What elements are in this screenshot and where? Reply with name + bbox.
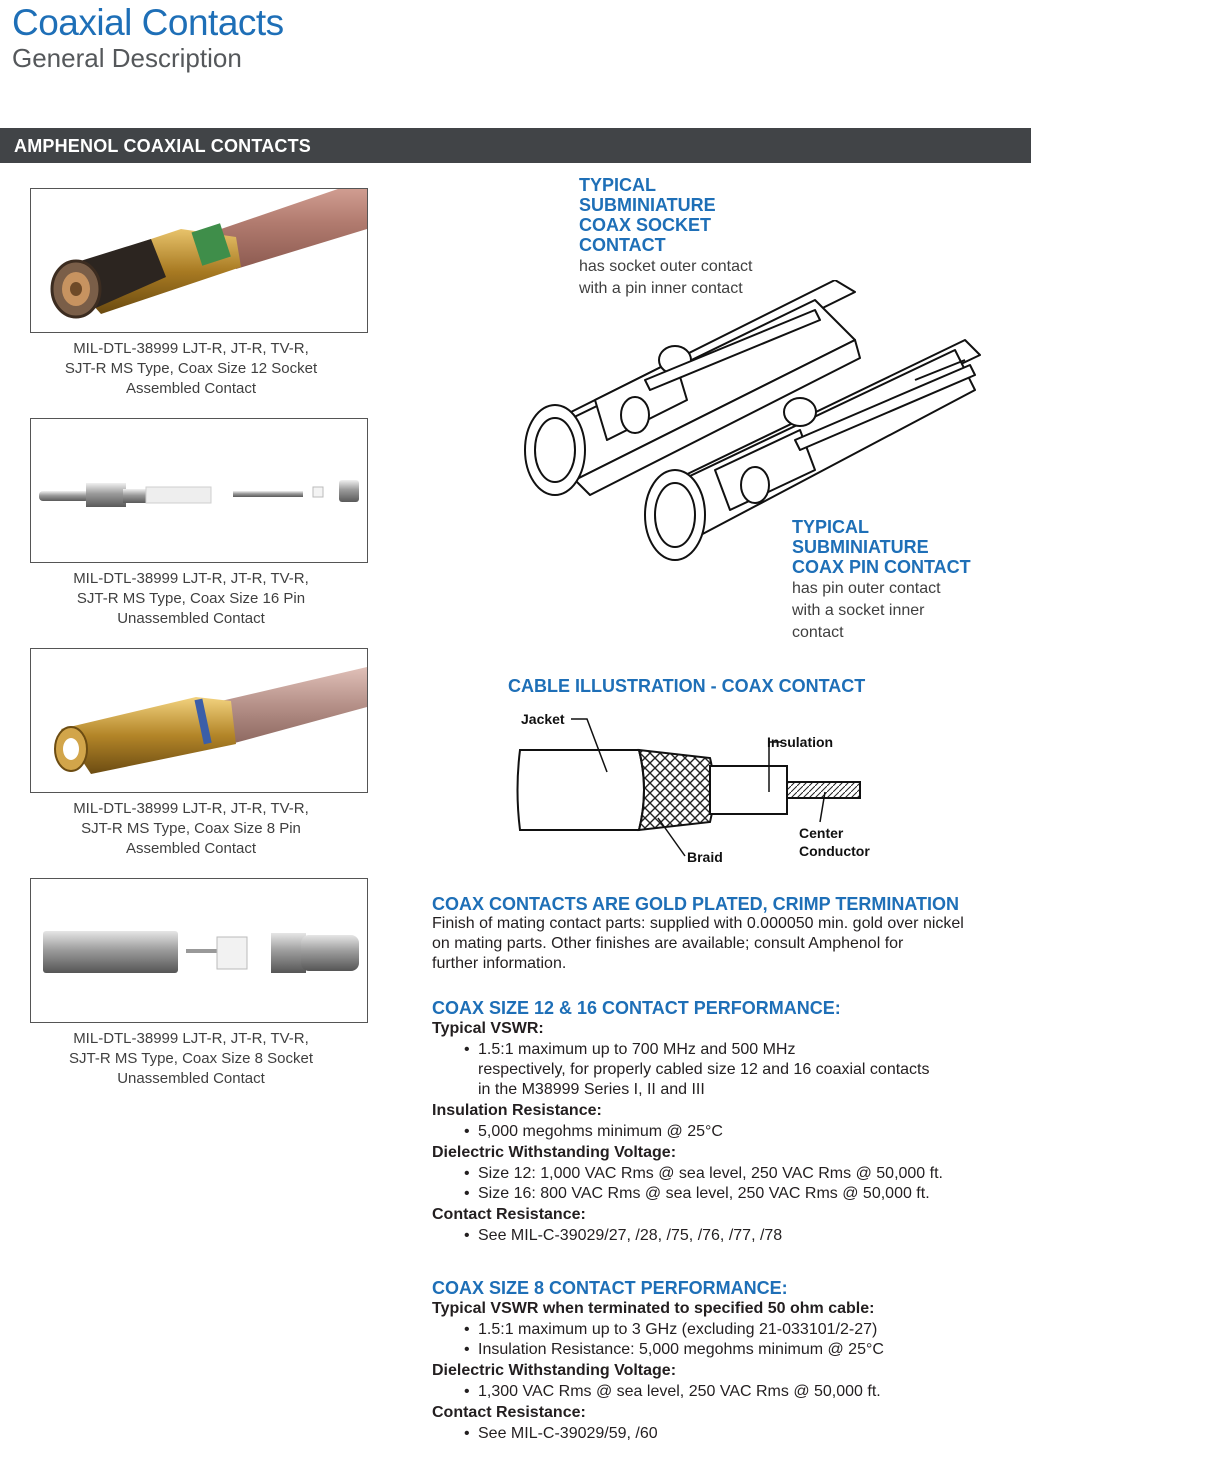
pin-title-line: TYPICAL [792,517,870,537]
bullet-text: • See MIL-C-39029/59, /60 [478,1425,658,1442]
pin-contact-callout [792,517,971,644]
socket-title-line: SUBMINIATURE [579,195,716,215]
bullet-text: • 5,000 megohms minimum @ 25°C [478,1123,723,1140]
vswr-line: respectively, for properly cabled size 12 and 16 coaxial contacts [478,1061,930,1078]
caption-line: Assembled Contact [125,840,257,857]
product-photo-2 [30,418,368,563]
socket-title-line: TYPICAL [579,175,657,195]
caption-line: SJT-R MS Type, Coax Size 12 Socket [64,360,318,377]
caption-line: Unassembled Contact [117,610,265,627]
photo-caption-3 [30,799,352,859]
pin-title-line: COAX PIN CONTACT [792,557,971,577]
socket-title-line: CONTACT [579,235,666,255]
caption-line: MIL-DTL-38999 LJT-R, JT-R, TV-R, [73,570,309,587]
caption-line: SJT-R MS Type, Coax Size 16 Pin [76,590,306,607]
gold-plated-line: on mating parts. Other finishes are available; consult Amphenol for [432,935,904,952]
cable-label-braid: Braid [687,849,723,865]
pin-title-line: SUBMINIATURE [792,537,929,557]
vswr-item [432,1340,1032,1360]
dwv-item [432,1382,1032,1402]
photo-caption-4 [30,1029,352,1089]
contact-resistance-label: Contact Resistance: [432,1206,586,1223]
size-8-performance-section [432,1278,1032,1444]
product-photo-4 [30,878,368,1023]
caption-line: Assembled Contact [125,380,257,397]
dwv-label: Dielectric Withstanding Voltage: [432,1144,677,1161]
page-title: Coaxial Contacts [12,2,284,43]
bullet-text: • 1,300 VAC Rms @ sea level, 250 VAC Rms @ 50,000 ft. [478,1383,881,1400]
cable-label-jacket: Jacket [521,711,565,727]
bullet-text: • 1.5:1 maximum up to 3 GHz (excluding 21-033101/2-27) [478,1321,878,1338]
caption-line: MIL-DTL-38999 LJT-R, JT-R, TV-R, [73,340,309,357]
caption-line: Unassembled Contact [117,1070,265,1087]
bullet-text: • Insulation Resistance: 5,000 megohms minimum @ 25°C [478,1341,884,1358]
caption-line: SJT-R MS Type, Coax Size 8 Socket [69,1050,313,1067]
cable-illustration-heading: CABLE ILLUSTRATION - COAX CONTACT [508,676,866,696]
page-subtitle: General Description [12,43,242,73]
vswr-label: Typical VSWR when terminated to specified 50 ohm cable: [432,1300,875,1317]
size-12-16-heading: COAX SIZE 12 & 16 CONTACT PERFORMANCE: [432,998,841,1018]
contact-resistance-item [432,1424,1032,1444]
dwv-label: Dielectric Withstanding Voltage: [432,1362,677,1379]
contact-resistance-label: Contact Resistance: [432,1404,586,1421]
product-photo-3 [30,648,368,793]
cable-label-center-conductor [799,824,870,860]
vswr-label: Typical VSWR: [432,1020,544,1037]
photo-caption-2 [30,569,352,629]
vswr-line: in the M38999 Series I, II and III [478,1081,705,1098]
caption-line: SJT-R MS Type, Coax Size 8 Pin [81,820,301,837]
insulation-resistance-label: Insulation Resistance: [432,1102,602,1119]
product-photo-1 [30,188,368,333]
gold-plated-section [432,894,964,974]
bullet-text: • Size 12: 1,000 VAC Rms @ sea level, 250 VAC Rms @ 50,000 ft. [478,1165,943,1182]
insulation-resistance-item [432,1122,1032,1142]
coax-size-16-pin-unassembled-photo [31,419,367,562]
section-bar [0,128,1031,163]
coax-size-8-pin-assembled-photo [31,649,367,792]
bullet-text: • Size 16: 800 VAC Rms @ sea level, 250 VAC Rms @ 50,000 ft. [478,1185,930,1202]
section-bar-label: AMPHENOL COAXIAL CONTACTS [14,136,312,156]
socket-desc-line: with a pin inner contact [579,280,743,297]
caption-line: MIL-DTL-38999 LJT-R, JT-R, TV-R, [73,800,309,817]
vswr-item [432,1320,1032,1340]
bullet-text: • See MIL-C-39029/27, /28, /75, /76, /77, /78 [478,1227,783,1244]
contact-resistance-item [432,1226,1032,1246]
socket-title-line: COAX SOCKET [579,215,712,235]
gold-plated-line: further information. [432,955,567,972]
size-8-heading: COAX SIZE 8 CONTACT PERFORMANCE: [432,1278,788,1298]
vswr-line: • 1.5:1 maximum up to 700 MHz and 500 MHz [478,1041,796,1058]
size-12-16-performance-section [432,998,1032,1246]
dwv-item [432,1164,1032,1184]
cable-label-center-line: Conductor [799,843,870,859]
pin-desc-line: contact [792,624,844,641]
coax-size-12-socket-assembled-photo [31,189,367,332]
socket-desc-line: has socket outer contact [579,258,753,275]
gold-plated-heading: COAX CONTACTS ARE GOLD PLATED, CRIMP TERMINATION [432,894,959,914]
photo-caption-1 [30,339,352,399]
gold-plated-line: Finish of mating contact parts: supplied with 0.000050 min. gold over nickel [432,915,964,932]
pin-desc-line: has pin outer contact [792,580,941,597]
pin-desc-line: with a socket inner [792,602,925,619]
coax-size-8-socket-unassembled-photo [31,879,367,1022]
dwv-item [432,1184,1032,1204]
vswr-item [432,1040,1032,1100]
cable-label-insulation: Insulation [767,734,834,750]
caption-line: MIL-DTL-38999 LJT-R, JT-R, TV-R, [73,1030,309,1047]
cable-label-center-line: Center [799,825,844,841]
